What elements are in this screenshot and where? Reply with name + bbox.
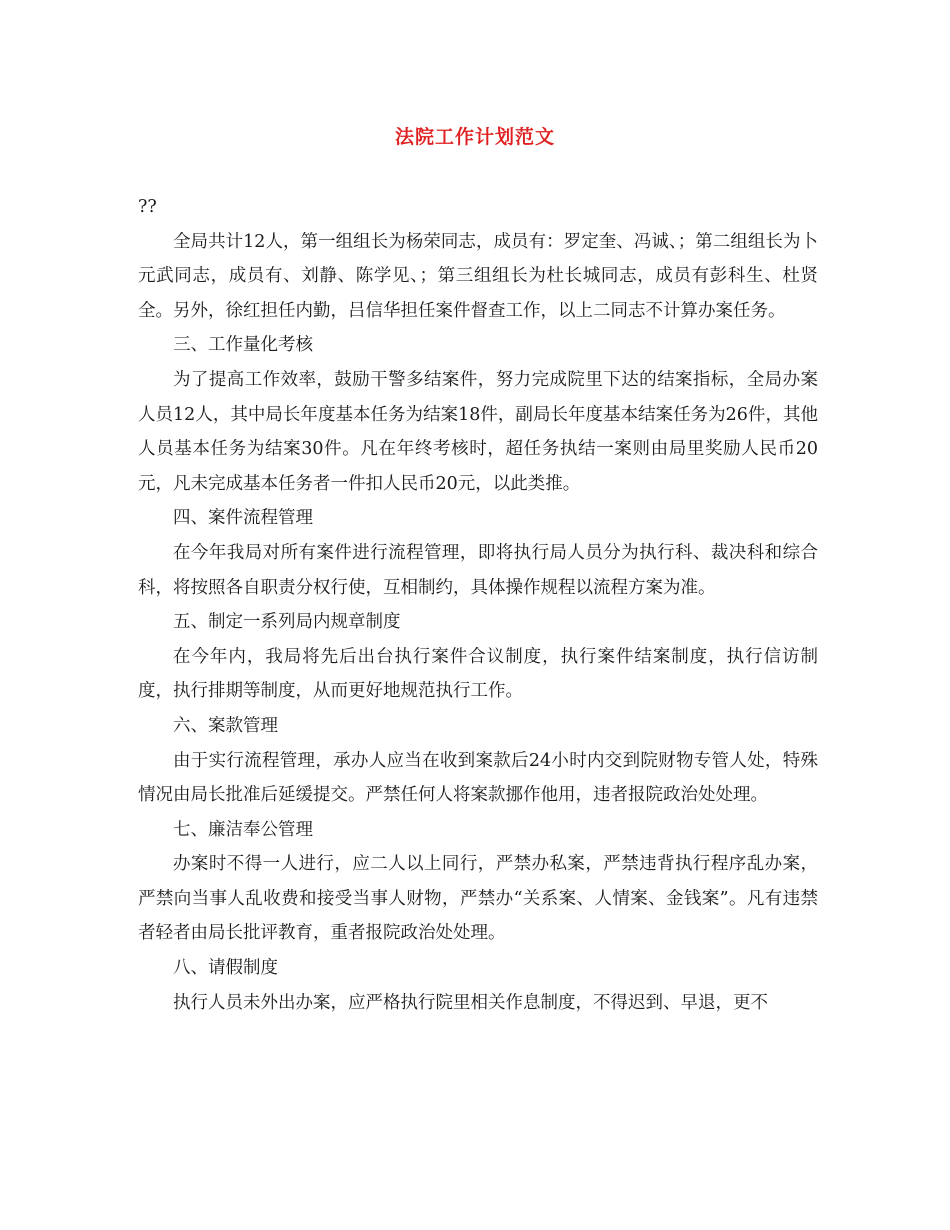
paragraph-staffing: 全局共计12人，第一组组长为杨荣同志，成员有：罗定奎、冯诚、；第二组组长为卜元武同志，成员有、刘静、陈学见、；第三组组长为杜长城同志，成员有彭科生、杜贤全。另外，徐红担任内勤，吕信华担任案件督查工作，以上二同志不计算办案任务。	[138, 231, 818, 321]
paragraph-section-3: 为了提高工作效率，鼓励干警多结案件，努力完成院里下达的结案指标，全局办案人员12人，其中局长年度基本任务为结案18件，副局长年度基本结案任务为26件，其他人员基本任务为结案30件。凡在年终考核时，超任务执结一案则由局里奖励人民币20元，凡未完成基本任务者一件扣人民币20元，以此类推。	[138, 369, 818, 494]
heading-section-8: 八、请假制度	[173, 958, 278, 979]
paragraph-section-4: 在今年我局对所有案件进行流程管理，即将执行局人员分为执行科、裁决科和综合科，将按照各自职责分权行使，互相制约，具体操作规程以流程方案为准。	[138, 542, 818, 598]
heading-section-3: 三、工作量化考核	[173, 335, 313, 356]
document-body	[138, 190, 818, 1020]
marker-text: ??	[138, 197, 157, 217]
heading-section-5: 五、制定一系列局内规章制度	[173, 612, 401, 633]
heading-section-4: 四、案件流程管理	[173, 508, 313, 529]
heading-section-6: 六、案款管理	[173, 715, 278, 736]
paragraph-section-6: 由于实行流程管理，承办人应当在收到案款后24小时内交到院财物专管人处，特殊情况由局长批准后延缓提交。严禁任何人将案款挪作他用，违者报院政治处处理。	[138, 750, 818, 806]
document-title: 法院工作计划范文	[394, 126, 555, 148]
paragraph-section-7: 办案时不得一人进行，应二人以上同行，严禁办私案，严禁违背执行程序乱办案，严禁向当事人乱收费和接受当事人财物，严禁办“关系案、人情案、金钱案”。凡有违禁者轻者由局长批评教育，重者报院政治处处理。	[138, 854, 818, 944]
paragraph-section-8: 执行人员未外出办案，应严格执行院里相关作息制度，不得迟到、早退，更不	[173, 992, 768, 1013]
heading-section-7: 七、廉洁奉公管理	[173, 819, 313, 840]
paragraph-section-5: 在今年内，我局将先后出台执行案件合议制度，执行案件结案制度，执行信访制度，执行排期等制度，从而更好地规范执行工作。	[138, 646, 818, 702]
